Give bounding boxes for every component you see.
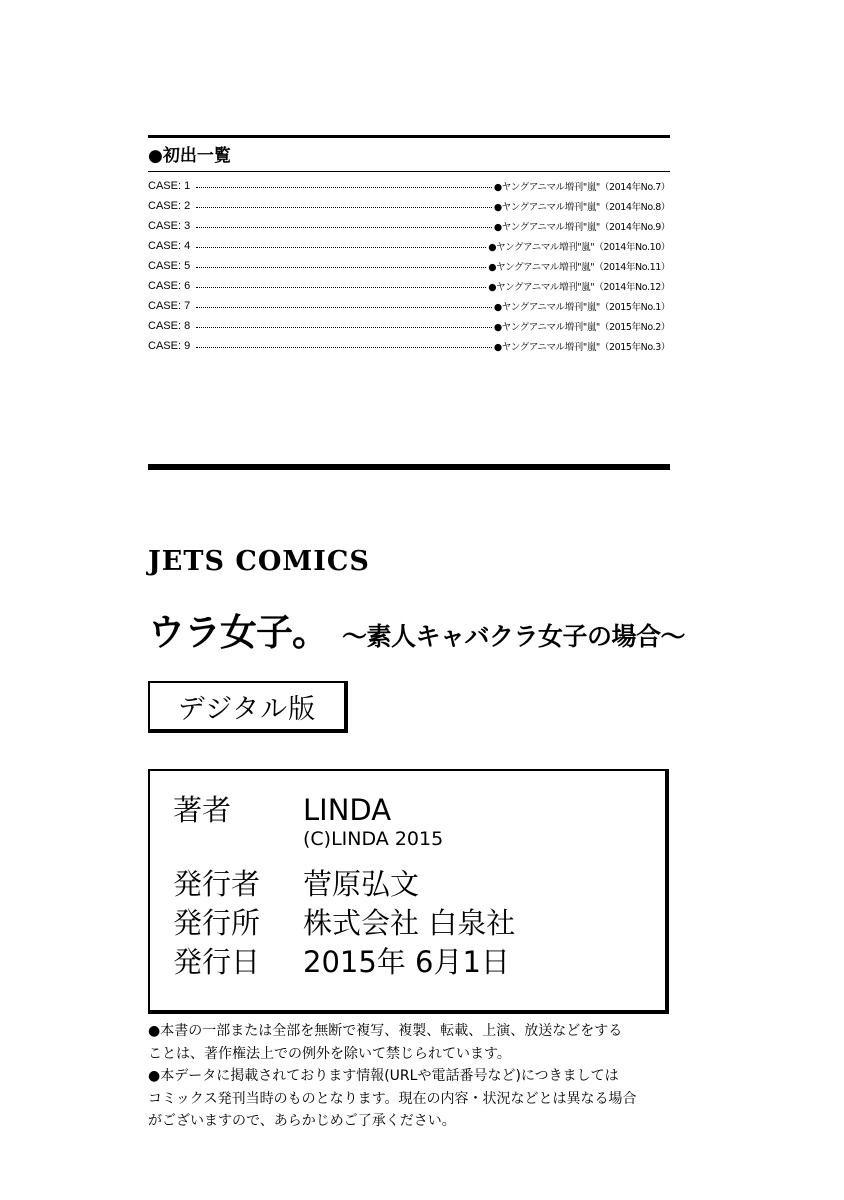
top-rule bbox=[148, 135, 670, 138]
note-line: ●本データに掲載されております情報(URLや電話番号など)につきましては bbox=[148, 1068, 619, 1084]
case-row-8 bbox=[148, 316, 670, 336]
dot-leader bbox=[196, 207, 492, 208]
case-label: CASE: 3 bbox=[148, 220, 191, 232]
case-label: CASE: 8 bbox=[148, 320, 191, 332]
first-appearance-title: ●初出一覧 bbox=[148, 146, 231, 166]
dot-leader bbox=[196, 247, 486, 248]
book-title-row bbox=[148, 602, 685, 656]
case-label: CASE: 7 bbox=[148, 300, 191, 312]
case-row-7 bbox=[148, 296, 670, 316]
imprint-name: JETS COMICS bbox=[148, 546, 370, 577]
note-line: コミックス発刊当時のものとなります。現在の内容・状況などとは異なる場合 bbox=[148, 1090, 637, 1107]
note-line: ことは、著作権法上での例外を除いて禁じられています。 bbox=[148, 1045, 511, 1062]
case-row-5 bbox=[148, 256, 670, 276]
dot-leader bbox=[196, 307, 492, 308]
edition-badge: デジタル版 bbox=[148, 681, 348, 733]
case-row-9 bbox=[148, 336, 670, 356]
case-source: ●ヤングアニマル増刊"嵐"（2014年No.11） bbox=[488, 262, 670, 273]
dot-leader bbox=[196, 327, 492, 328]
publisher-label: 発行所 bbox=[173, 906, 261, 940]
case-label: CASE: 1 bbox=[148, 180, 191, 192]
case-row-1 bbox=[148, 176, 670, 196]
note-line: ●本書の一部または全部を無断で複写、複製、転載、上演、放送などをする bbox=[148, 1023, 623, 1039]
legal-notes bbox=[148, 1020, 688, 1133]
case-list bbox=[148, 176, 670, 356]
case-source: ●ヤングアニマル増刊"嵐"（2014年No.10） bbox=[488, 242, 670, 253]
case-source: ●ヤングアニマル増刊"嵐"（2014年No.8） bbox=[493, 202, 670, 213]
colophon-box bbox=[148, 769, 669, 1014]
author-name: LINDA bbox=[303, 793, 392, 827]
case-label: CASE: 2 bbox=[148, 200, 191, 212]
dot-leader bbox=[196, 267, 486, 268]
dot-leader bbox=[196, 227, 492, 228]
case-source: ●ヤングアニマル増刊"嵐"（2015年No.2） bbox=[493, 322, 670, 333]
publisher-person: 菅原弘文 bbox=[303, 867, 420, 901]
case-row-3 bbox=[148, 216, 670, 236]
note-line: がございますので、あらかじめご了承ください。 bbox=[148, 1113, 456, 1129]
case-row-2 bbox=[148, 196, 670, 216]
case-source: ●ヤングアニマル増刊"嵐"（2015年No.3） bbox=[493, 342, 670, 353]
publication-date: 2015年 6月1日 bbox=[303, 945, 510, 979]
dot-leader bbox=[196, 347, 492, 348]
case-label: CASE: 5 bbox=[148, 260, 191, 272]
case-label: CASE: 6 bbox=[148, 280, 191, 292]
dot-leader bbox=[196, 287, 486, 288]
case-source: ●ヤングアニマル増刊"嵐"（2014年No.7） bbox=[493, 182, 670, 193]
dot-leader bbox=[196, 187, 492, 188]
title-underline bbox=[148, 171, 670, 172]
publisher-person-label: 発行者 bbox=[173, 867, 261, 901]
book-subtitle: 〜素人キャバクラ女子の場合〜 bbox=[342, 622, 686, 651]
date-label: 発行日 bbox=[173, 945, 261, 979]
book-title: ウラ女子。 bbox=[148, 611, 328, 654]
copyright-notice: (C)LINDA 2015 bbox=[303, 828, 444, 850]
case-label: CASE: 9 bbox=[148, 340, 191, 352]
case-label: CASE: 4 bbox=[148, 240, 191, 252]
case-source: ●ヤングアニマル増刊"嵐"（2015年No.1） bbox=[493, 302, 670, 313]
publisher-name: 株式会社 白泉社 bbox=[303, 906, 516, 940]
case-row-4 bbox=[148, 236, 670, 256]
case-source: ●ヤングアニマル増刊"嵐"（2014年No.12） bbox=[488, 282, 670, 293]
case-row-6 bbox=[148, 276, 670, 296]
case-source: ●ヤングアニマル増刊"嵐"（2014年No.9） bbox=[493, 222, 670, 233]
author-label: 著者 bbox=[173, 793, 232, 827]
bottom-rule bbox=[148, 464, 670, 470]
